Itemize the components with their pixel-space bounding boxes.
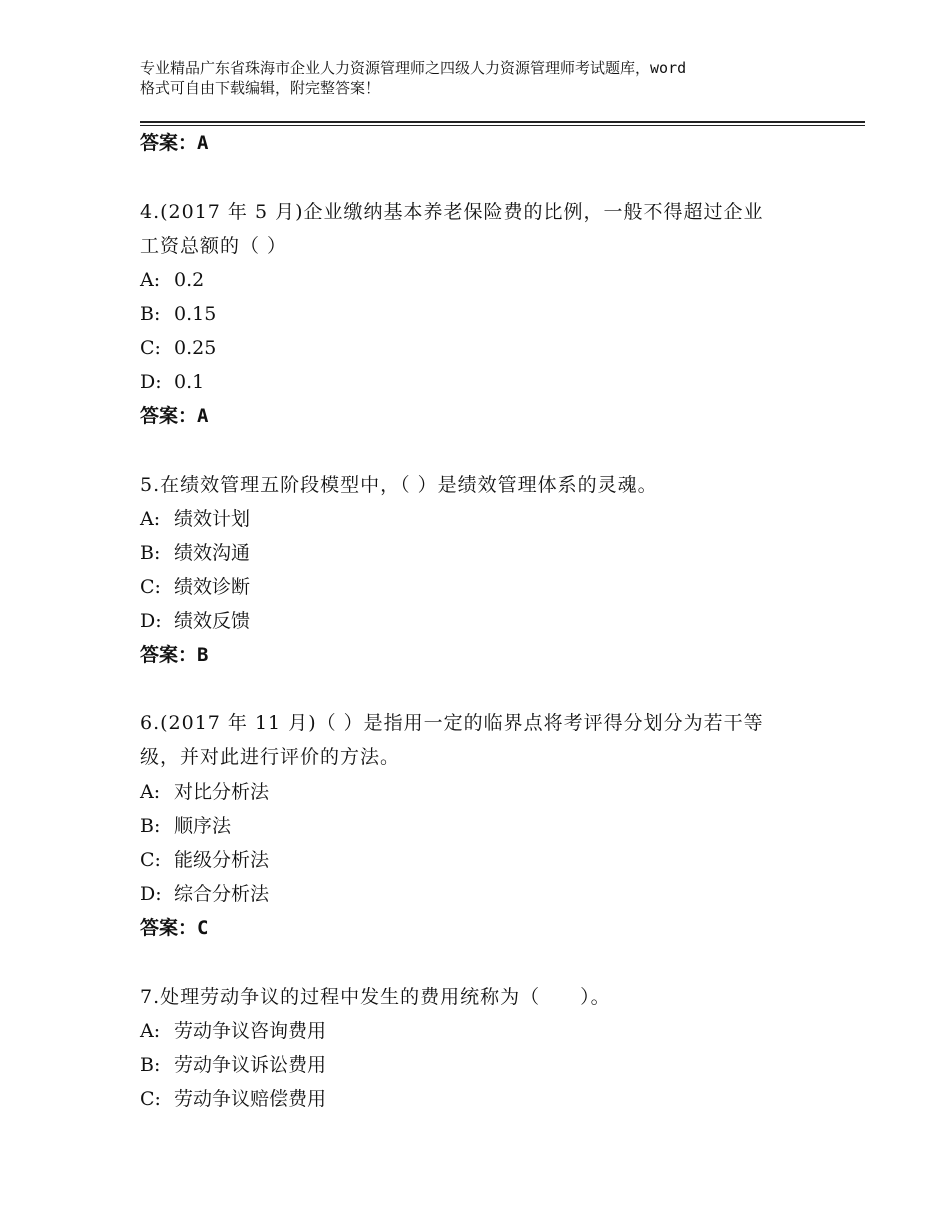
option-text: 0.1 — [174, 371, 205, 393]
option-letter: B: — [140, 1054, 161, 1076]
option-d — [140, 606, 250, 636]
option-letter: A: — [140, 1020, 161, 1042]
option-letter: D: — [140, 371, 162, 393]
question-text: 7.处理劳动争议的过程中发生的费用统称为（ ）。 — [140, 986, 611, 1008]
option-letter: A: — [140, 781, 161, 803]
option-text: 对比分析法 — [174, 781, 270, 803]
option-text: 绩效反馈 — [174, 610, 251, 632]
page-header — [140, 58, 840, 98]
question-text: 6.(2017 年 11 月)（ ）是指用一定的临界点将考评得分划分为若干等 — [140, 712, 764, 734]
option-d — [140, 367, 204, 397]
question-text: 4.(2017 年 5 月)企业缴纳基本养老保险费的比例，一般不得超过企业 — [140, 201, 764, 223]
option-a — [140, 265, 204, 295]
answer-label: 答案：B — [140, 644, 209, 666]
option-a — [140, 1016, 326, 1046]
option-text: 劳动争议诉讼费用 — [174, 1054, 327, 1076]
option-text: 绩效计划 — [174, 508, 251, 530]
option-letter: C: — [140, 849, 161, 871]
option-text: 绩效诊断 — [174, 576, 251, 598]
option-c — [140, 333, 216, 363]
header-line-1: 专业精品广东省珠海市企业人力资源管理师之四级人力资源管理师考试题库，word — [140, 59, 687, 77]
header-rule-thin — [140, 125, 865, 126]
option-letter: D: — [140, 610, 162, 632]
option-text: 劳动争议咨询费用 — [174, 1020, 327, 1042]
answer-label: 答案：A — [140, 132, 209, 154]
option-letter: A: — [140, 508, 161, 530]
option-c — [140, 1084, 326, 1114]
option-b — [140, 1050, 326, 1080]
option-letter: C: — [140, 1088, 161, 1110]
answer-label: 答案：C — [140, 917, 209, 939]
option-text: 顺序法 — [174, 815, 232, 837]
option-text: 劳动争议赔偿费用 — [174, 1088, 327, 1110]
option-c — [140, 572, 250, 602]
option-b — [140, 538, 250, 568]
option-text: 0.25 — [174, 337, 217, 359]
question-text: 5.在绩效管理五阶段模型中，（ ）是绩效管理体系的灵魂。 — [140, 474, 658, 496]
option-d — [140, 879, 269, 909]
option-text: 0.15 — [174, 303, 217, 325]
option-text: 综合分析法 — [174, 883, 270, 905]
header-line-2: 格式可自由下载编辑，附完整答案！ — [140, 79, 381, 97]
option-a — [140, 504, 250, 534]
option-letter: B: — [140, 542, 161, 564]
question-text: 级，并对此进行评价的方法。 — [140, 746, 401, 768]
option-letter: C: — [140, 337, 161, 359]
option-b — [140, 299, 216, 329]
option-letter: C: — [140, 576, 161, 598]
header-rule-thick — [140, 121, 865, 123]
option-text: 0.2 — [174, 269, 205, 291]
option-letter: B: — [140, 815, 161, 837]
option-a — [140, 777, 269, 807]
option-b — [140, 811, 231, 841]
option-letter: D: — [140, 883, 162, 905]
option-c — [140, 845, 269, 875]
question-text: 工资总额的（ ） — [140, 235, 288, 257]
option-text: 绩效沟通 — [174, 542, 251, 564]
option-letter: B: — [140, 303, 161, 325]
option-text: 能级分析法 — [174, 849, 270, 871]
option-letter: A: — [140, 269, 161, 291]
answer-label: 答案：A — [140, 405, 209, 427]
